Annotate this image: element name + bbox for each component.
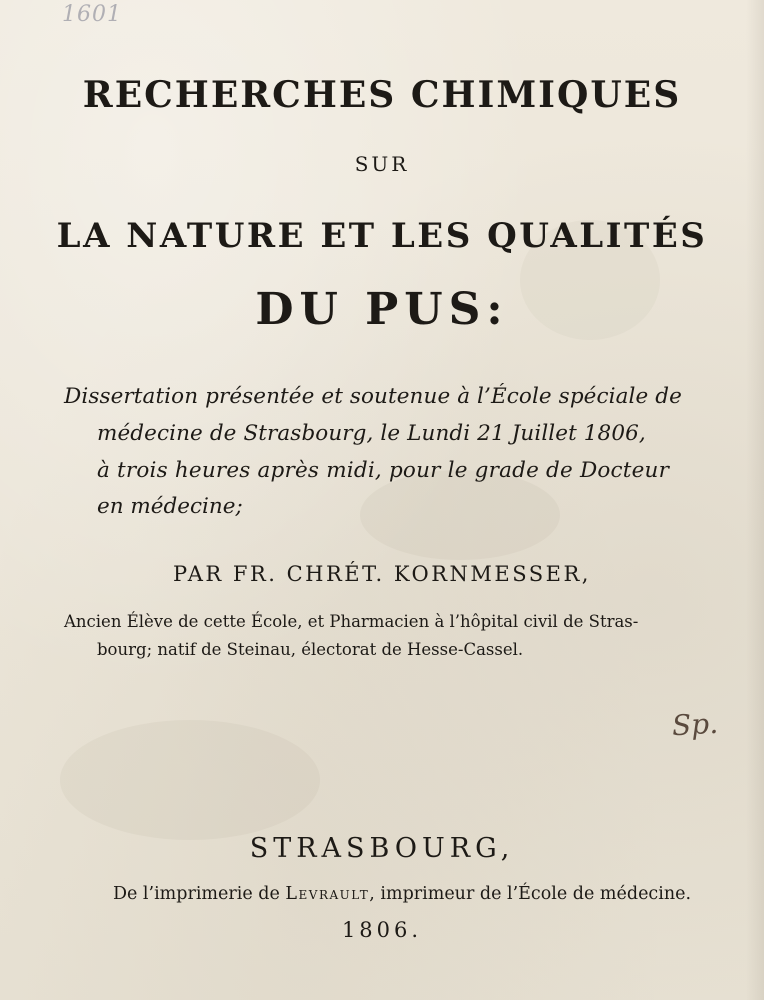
paper-stain: [360, 470, 560, 560]
dissertation-line-1: Dissertation présentée et soutenue à l’École spéciale de: [64, 384, 682, 409]
author-credentials-line-2: bourg; natif de Steinau, électorat de Hesse-Cassel.: [97, 640, 524, 659]
imprint-printer-prefix: De l’imprimerie de: [112, 884, 286, 904]
imprint-city: STRASBOURG,: [249, 833, 515, 864]
author-byline: PAR FR. CHRÉT. KORNMESSER,: [173, 562, 591, 586]
handwritten-signature: Sp.: [671, 706, 719, 743]
handwritten-catalog-number: 1601: [62, 2, 122, 27]
dissertation-line-3: à trois heures après midi, pour le grade de Docteur: [97, 458, 670, 483]
title-line-1: RECHERCHES CHIMIQUES: [82, 74, 682, 116]
title-line-2: SUR: [354, 152, 410, 176]
title-line-4: DU PUS:: [255, 284, 509, 335]
title-line-3: LA NATURE ET LES QUALITÉS: [56, 216, 708, 256]
imprint-printer-name: Levrault: [285, 884, 370, 904]
author-credentials-line-1: Ancien Élève de cette École, et Pharmacien à l’hôpital civil de Stras-: [64, 612, 639, 631]
imprint-printer: [20, 884, 764, 904]
paper-stain: [60, 720, 320, 840]
imprint-printer-suffix: , imprimeur de l’École de médecine.: [369, 884, 692, 904]
dissertation-line-2: médecine de Strasbourg, le Lundi 21 Juillet 1806,: [97, 421, 646, 446]
imprint-year: 1806.: [341, 918, 423, 942]
dissertation-line-4: en médecine;: [97, 494, 243, 519]
